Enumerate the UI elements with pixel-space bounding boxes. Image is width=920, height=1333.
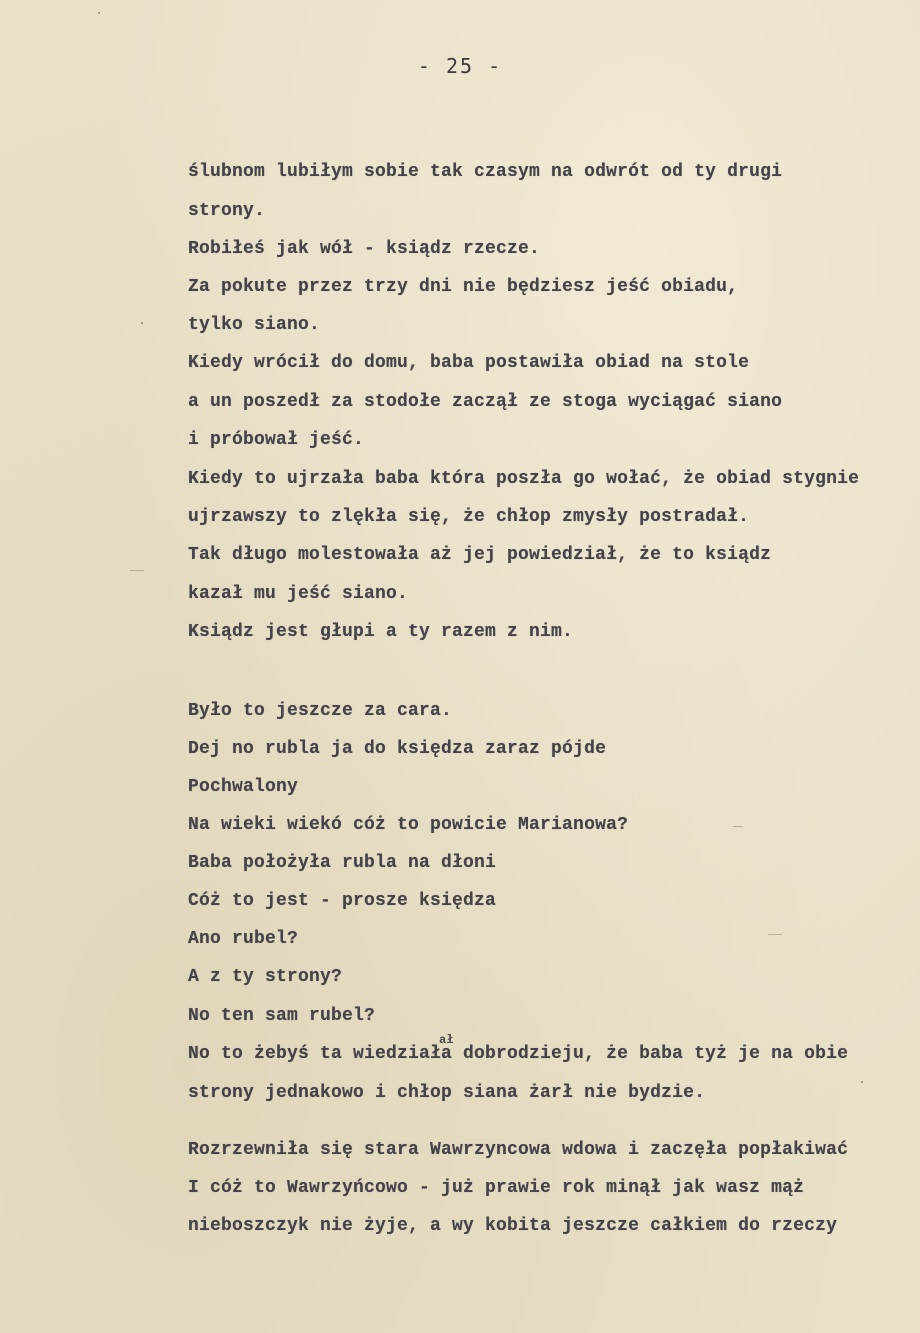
text-line: ujrzawszy to zlękła się, że chłop zmysły postradał. <box>188 507 750 527</box>
paper-mark <box>130 570 144 571</box>
text-line: a un poszedł za stodołe zaczął ze stoga wyciągać siano <box>188 392 783 412</box>
text-line: No ten sam rubel? <box>188 1006 376 1026</box>
text-line: Ano rubel? <box>188 929 299 949</box>
text-line: No to żebyś ta wiedziała dobrodzieju, że baba tyż je na obie <box>188 1044 849 1064</box>
text-line: strony jednakowo i chłop siana żarł nie bydzie. <box>188 1083 706 1103</box>
text-line: I cóż to Wawrzyńcowo - już prawie rok minął jak wasz mąż <box>188 1178 805 1198</box>
text-line: A z ty strony? <box>188 967 343 987</box>
text-line: Kiedy wrócił do domu, baba postawiła obiad na stole <box>188 353 750 373</box>
paper-mark <box>733 826 743 827</box>
paper-speck <box>861 1081 863 1083</box>
text-line: Robiłeś jak wół - ksiądz rzecze. <box>188 239 541 259</box>
text-line: Było to jeszcze za cara. <box>188 701 453 721</box>
text-line: Dej no rubla ja do księdza zaraz pójde <box>188 739 607 759</box>
text-line: Baba położyła rubla na dłoni <box>188 853 497 873</box>
text-line: ślubnom lubiłym sobie tak czasym na odwrót od ty drugi <box>188 162 783 182</box>
paper-speck <box>141 322 143 324</box>
text-line: kazał mu jeść siano. <box>188 584 409 604</box>
text-line: strony. <box>188 201 266 221</box>
handwritten-correction: ał <box>439 1033 454 1047</box>
text-line: Rozrzewniła się stara Wawrzyncowa wdowa i zaczęła popłakiwać <box>188 1140 849 1160</box>
text-line: Na wieki wiekó cóż to powicie Marianowa? <box>188 815 629 835</box>
paper-speck <box>98 12 100 14</box>
text-line: nieboszczyk nie żyje, a wy kobita jeszcze całkiem do rzeczy <box>188 1216 838 1236</box>
text-line: Cóż to jest - prosze księdza <box>188 891 497 911</box>
text-line: Za pokute przez trzy dni nie będziesz jeść obiadu, <box>188 277 739 297</box>
text-line: i próbował jeść. <box>188 430 365 450</box>
text-line: Ksiądz jest głupi a ty razem z nim. <box>188 622 574 642</box>
text-line: Pochwalony <box>188 777 299 797</box>
text-line: Kiedy to ujrzała baba która poszła go wołać, że obiad stygnie <box>188 469 860 489</box>
text-line: Tak długo molestowała aż jej powiedział, że to ksiądz <box>188 545 772 565</box>
text-line: tylko siano. <box>188 315 321 335</box>
page-number: - 25 - <box>417 54 503 78</box>
paper-mark <box>768 934 782 935</box>
